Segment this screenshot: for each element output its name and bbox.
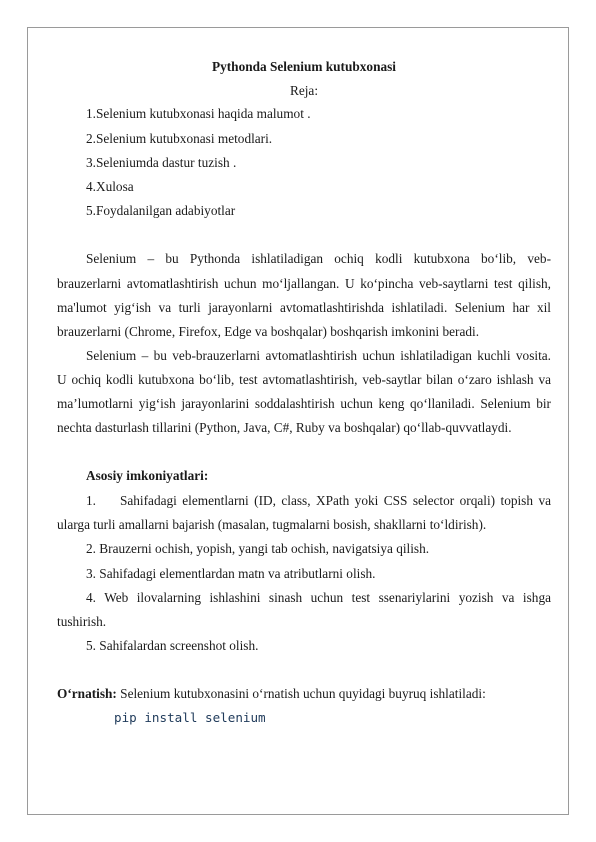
feature-item-3: 3. Sahifadagi elementlardan matn va atributlarni olish. [86,566,376,581]
intro-paragraph-line: Selenium – bu Pythonda ishlatiladigan ochiq kodli kutubxona bo‘lib, veb- [86,251,551,266]
plan-item: 2.Selenium kutubxonasi metodlari. [86,131,273,146]
second-paragraph-line: U ochiq kodli kutubxona bo‘lib, test avtomatlashtirish, veb-saytlar bilan o‘zaro ishlash va [57,372,551,387]
intro-paragraph-line: ma'lumot yig‘ish va turli jarayonlarni avtomatlashtirishda ishlatiladi. Selenium har xil [57,300,551,315]
plan-item: 1.Selenium kutubxonasi haqida malumot . [86,106,311,121]
feature-item-4-continued: tushirish. [57,614,107,629]
plan-label: Reja: [289,83,319,98]
feature-item-5: 5. Sahifalardan screenshot olish. [86,638,259,653]
install-label: O‘rnatish: [57,686,117,701]
feature-number: 1. [86,493,96,508]
second-paragraph-line: ma’lumotlarni yig‘ish jarayonlarini soddalashtirish uchun keng qo‘llaniladi. Selenium bir [57,396,551,411]
feature-item-1-continued: ularga turli amallarni bajarish (masalan, tugmalarni bosish, shakllarni to‘ldirish). [57,517,487,532]
feature-item-4: 4. Web ilovalarning ishlashini sinash uchun test ssenariylarini yozish va ishga [86,590,551,605]
intro-paragraph-line: brauzerlarni (Chrome, Firefox, Edge va boshqalar) boshqarish imkonini beradi. [57,324,480,339]
second-paragraph-line: nechta dasturlash tillarini (Python, Java, C#, Ruby va boshqalar) qo‘llab-quvvatlaydi. [57,420,512,435]
feature-item-2: 2. Brauzerni ochish, yopish, yangi tab ochish, navigatsiya qilish. [86,541,430,556]
plan-item: 5.Foydalanilgan adabiyotlar [86,203,236,218]
second-paragraph-line: Selenium – bu veb-brauzerlarni avtomatlashtirish uchun ishlatiladigan kuchli vosita. [86,348,551,363]
document-title: Pythonda Selenium kutubxonasi [211,59,396,74]
plan-item: 3.Seleniumda dastur tuzish . [86,155,237,170]
plan-item: 4.Xulosa [86,179,134,194]
install-instruction [57,686,486,702]
feature-text: Sahifadagi elementlarni (ID, class, XPath yoki CSS selector orqali) topish va [119,493,551,508]
features-heading: Asosiy imkoniyatlari: [86,468,209,483]
install-text: Selenium kutubxonasini o‘rnatish uchun quyidagi buyruq ishlatiladi: [116,686,486,701]
install-command: pip install selenium [114,710,266,725]
intro-paragraph-line: brauzerlarni avtomatlashtirish uchun mo‘ljallangan. U ko‘pincha veb-saytlarni test qilish, [57,276,551,291]
feature-item-1 [86,493,551,509]
